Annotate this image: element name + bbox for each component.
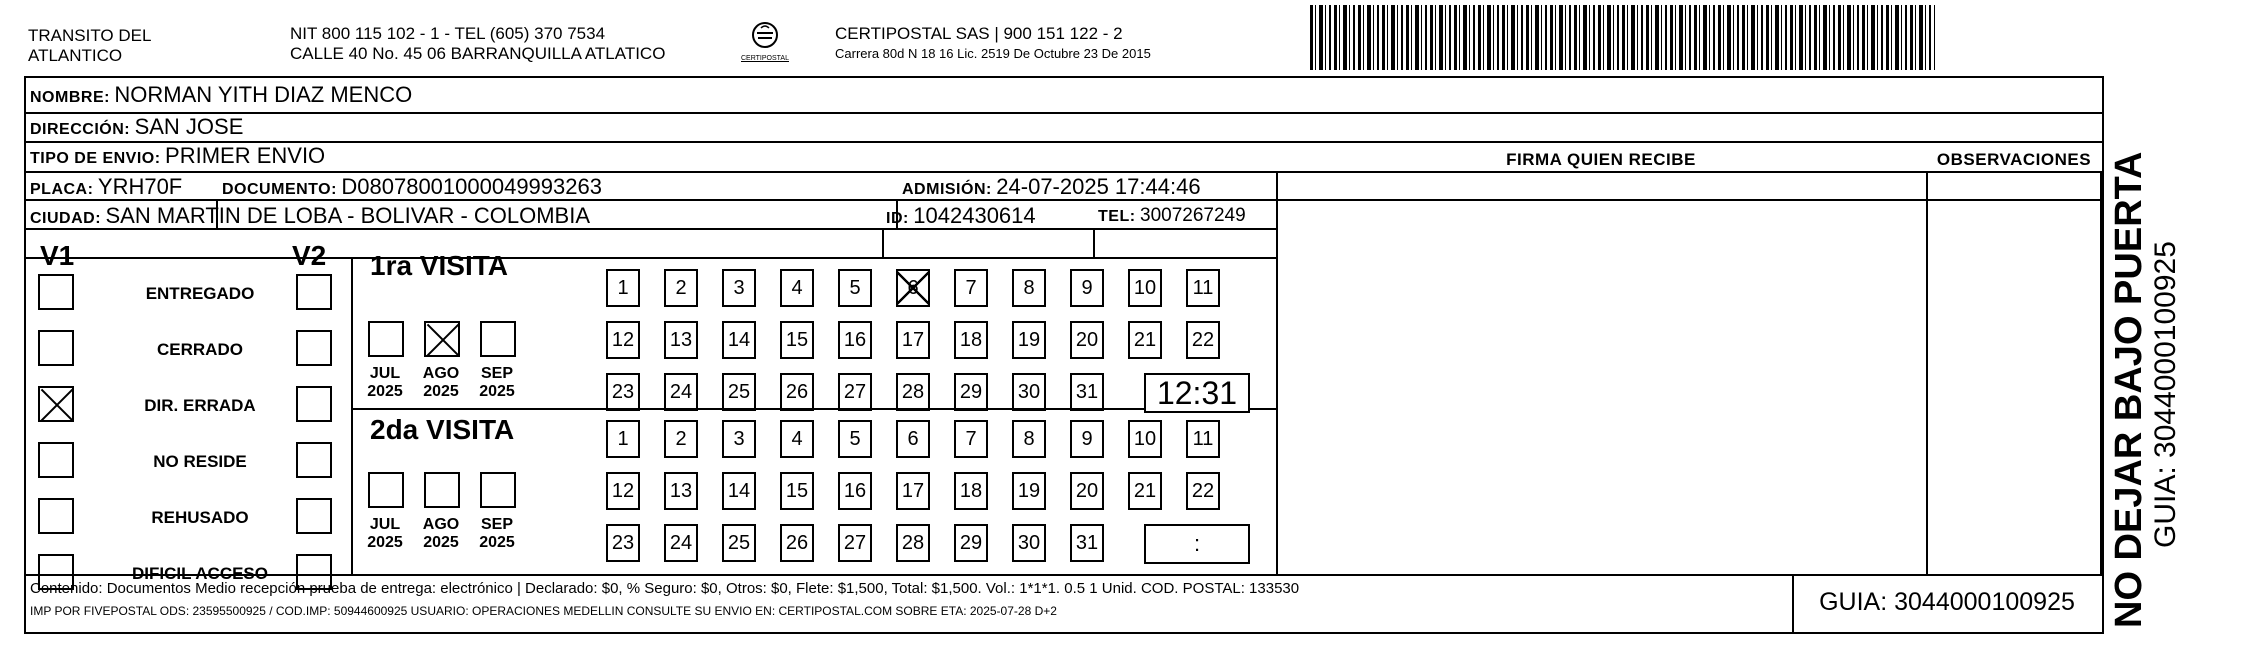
footer-guia: GUIA: 3044000100925 — [1819, 588, 2075, 616]
status-label: REHUSADO — [151, 508, 249, 527]
shipping-form — [24, 76, 2104, 634]
admision-row: ADMISIÓN: 24-07-2025 17:44:46 — [902, 174, 1201, 199]
side-guia: GUIA: 3044000100925 — [2149, 241, 2182, 548]
day-box[interactable]: 4 — [780, 420, 814, 458]
day-box[interactable]: 10 — [1128, 420, 1162, 458]
day-box[interactable]: 26 — [780, 373, 814, 411]
ciudad-value: SAN MARTIN DE LOBA - BOLIVAR - COLOMBIA — [105, 203, 591, 228]
day-box[interactable]: 27 — [838, 373, 872, 411]
direccion-value: SAN JOSE — [134, 114, 244, 139]
day-box[interactable]: 18 — [954, 321, 988, 359]
v1-checkbox[interactable] — [38, 498, 74, 534]
documento-row: DOCUMENTO: D08078001000049993263 — [222, 174, 602, 199]
year-label: 2025 — [423, 383, 459, 400]
day-box[interactable]: 18 — [954, 472, 988, 510]
day-box[interactable]: 19 — [1012, 472, 1046, 510]
month-label: AGO — [422, 516, 460, 533]
ciudad-row: CIUDAD: SAN MARTIN DE LOBA - BOLIVAR - COLOMBIA — [30, 203, 591, 228]
day-box[interactable]: 1 — [606, 420, 640, 458]
month-label: JUL — [369, 365, 401, 382]
v1-checkbox[interactable] — [38, 386, 74, 422]
day-box[interactable]: 22 — [1186, 472, 1220, 510]
day-box[interactable]: 16 — [838, 472, 872, 510]
footer-imp: IMP POR FIVEPOSTAL ODS: 23595500925 / COD.IMP: 50944600925 USUARIO: OPERACIONES MEDELLIN CONSULTE SU ENVIO EN: CERTIPOSTAL.COM SOBRE ETA: 2025-07-28 D+2 — [30, 604, 1057, 618]
status-label: DIFICIL ACCESO — [131, 564, 268, 583]
day-box[interactable]: 25 — [722, 373, 756, 411]
day-box[interactable]: 24 — [664, 373, 698, 411]
day-box[interactable]: 13 — [664, 321, 698, 359]
time-box[interactable]: 12:31 — [1144, 373, 1250, 413]
day-box[interactable]: 4 — [780, 269, 814, 307]
v1-checkbox[interactable] — [38, 442, 74, 478]
day-box[interactable]: 8 — [1012, 269, 1046, 307]
day-box[interactable]: 17 — [896, 472, 930, 510]
day-box[interactable]: 31 — [1070, 524, 1104, 562]
day-box[interactable]: 23 — [606, 373, 640, 411]
day-box[interactable]: 7 — [954, 420, 988, 458]
documento-value: D08078001000049993263 — [341, 174, 602, 199]
visit1-title: 1ra VISITA — [370, 250, 508, 281]
year-label: 2025 — [367, 383, 403, 400]
day-box[interactable]: 16 — [838, 321, 872, 359]
nombre-value: NORMAN YITH DIAZ MENCO — [114, 82, 413, 107]
side-text — [2108, 68, 2182, 628]
month-checkbox[interactable] — [480, 321, 516, 357]
v2-checkbox[interactable] — [296, 330, 332, 366]
company-info: NIT 800 115 102 - 1 - TEL (605) 370 7534 CALLE 40 No. 45 06 BARRANQUILLA ATLATICO — [290, 24, 666, 63]
id-value: 1042430614 — [913, 203, 1036, 228]
day-box[interactable]: 9 — [1070, 269, 1104, 307]
firma-header: FIRMA QUIEN RECIBE — [1506, 150, 1696, 169]
direccion-row: DIRECCIÓN: SAN JOSE — [30, 114, 244, 139]
day-box[interactable]: 6 — [896, 420, 930, 458]
nombre-row: NOMBRE: NORMAN YITH DIAZ MENCO — [30, 82, 413, 107]
v1-header: V1 — [40, 240, 75, 271]
tel-row: TEL: 3007267249 — [1098, 205, 1246, 226]
day-box[interactable]: 28 — [896, 373, 930, 411]
logo-icon — [749, 20, 781, 50]
day-box[interactable]: 3 — [722, 269, 756, 307]
day-box[interactable]: 14 — [722, 472, 756, 510]
month-checkbox[interactable] — [424, 472, 460, 508]
day-box[interactable]: 6 — [896, 269, 930, 307]
v2-checkbox[interactable] — [296, 274, 332, 310]
v2-checkbox[interactable] — [296, 498, 332, 534]
day-box[interactable]: 31 — [1070, 373, 1104, 411]
no-dejar-text: NO DEJAR BAJO PUERTA — [2108, 151, 2150, 628]
day-box[interactable]: 21 — [1128, 472, 1162, 510]
day-box[interactable]: 17 — [896, 321, 930, 359]
day-box[interactable]: 12 — [606, 472, 640, 510]
status-label: NO RESIDE — [153, 452, 247, 471]
month-checkbox[interactable] — [480, 472, 516, 508]
day-box[interactable]: 22 — [1186, 321, 1220, 359]
day-box[interactable]: 30 — [1012, 373, 1046, 411]
month-label: JUL — [369, 516, 401, 533]
day-box[interactable]: 7 — [954, 269, 988, 307]
status-label: DIR. ERRADA — [144, 396, 256, 415]
month-checkbox[interactable] — [424, 321, 460, 357]
day-box[interactable]: 19 — [1012, 321, 1046, 359]
day-box[interactable]: 14 — [722, 321, 756, 359]
certipostal-info: CERTIPOSTAL SAS | 900 151 122 - 2 Carrera 80d N 18 16 Lic. 2519 De Octubre 23 De 2015 — [835, 24, 1151, 61]
day-box[interactable]: 2 — [664, 269, 698, 307]
day-box[interactable]: 15 — [780, 321, 814, 359]
year-label: 2025 — [479, 383, 515, 400]
day-box[interactable]: 13 — [664, 472, 698, 510]
observaciones-header: OBSERVACIONES — [1936, 150, 2092, 169]
id-row: ID: 1042430614 — [886, 203, 1036, 228]
year-label: 2025 — [423, 534, 459, 551]
v2-checkbox[interactable] — [296, 442, 332, 478]
tipo-envio-value: PRIMER ENVIO — [165, 143, 326, 168]
v1-checkbox[interactable] — [38, 330, 74, 366]
tel-value: 3007267249 — [1140, 205, 1246, 226]
day-box[interactable]: 30 — [1012, 524, 1046, 562]
month-checkbox[interactable] — [368, 472, 404, 508]
year-label: 2025 — [367, 534, 403, 551]
placa-value: YRH70F — [97, 174, 183, 199]
v2-checkbox[interactable] — [296, 386, 332, 422]
day-box[interactable]: 2 — [664, 420, 698, 458]
time-box[interactable]: : — [1144, 524, 1250, 564]
day-box[interactable]: 5 — [838, 420, 872, 458]
certipostal-logo: CERTIPOSTAL — [736, 20, 794, 62]
day-box[interactable]: 11 — [1186, 269, 1220, 307]
month-label: SEP — [480, 516, 513, 533]
day-box[interactable]: 29 — [954, 524, 988, 562]
month-label: AGO — [422, 365, 460, 382]
day-box[interactable]: 5 — [838, 269, 872, 307]
year-label: 2025 — [479, 534, 515, 551]
day-box[interactable]: 15 — [780, 472, 814, 510]
day-box[interactable]: 1 — [606, 269, 640, 307]
day-box[interactable]: 20 — [1070, 321, 1104, 359]
day-box[interactable]: 23 — [606, 524, 640, 562]
v1-checkbox[interactable] — [38, 274, 74, 310]
day-box[interactable]: 12 — [606, 321, 640, 359]
day-box[interactable]: 25 — [722, 524, 756, 562]
day-box[interactable]: 28 — [896, 524, 930, 562]
tipo-envio-row: TIPO DE ENVIO: PRIMER ENVIO — [30, 143, 326, 168]
day-box[interactable]: 21 — [1128, 321, 1162, 359]
day-box[interactable]: 3 — [722, 420, 756, 458]
day-box[interactable]: 27 — [838, 524, 872, 562]
barcode — [1310, 5, 1935, 70]
day-box[interactable]: 24 — [664, 524, 698, 562]
admision-value: 24-07-2025 17:44:46 — [996, 174, 1201, 199]
placa-row: PLACA: YRH70F — [30, 174, 183, 199]
status-label: ENTREGADO — [145, 284, 255, 303]
day-box[interactable]: 29 — [954, 373, 988, 411]
day-box[interactable]: 11 — [1186, 420, 1220, 458]
day-box[interactable]: 8 — [1012, 420, 1046, 458]
day-box[interactable]: 26 — [780, 524, 814, 562]
day-box[interactable]: 9 — [1070, 420, 1104, 458]
month-label: SEP — [480, 365, 513, 382]
status-label: CERRADO — [157, 340, 243, 359]
day-box[interactable]: 20 — [1070, 472, 1104, 510]
month-checkbox[interactable] — [368, 321, 404, 357]
company-name: TRANSITO DEL ATLANTICO — [28, 26, 152, 65]
v2-header: V2 — [292, 240, 327, 271]
day-box[interactable]: 10 — [1128, 269, 1162, 307]
visit2-title: 2da VISITA — [370, 414, 515, 445]
footer-contenido: Contenido: Documentos Medio recepción prueba de entrega: electrónico | Declarado: $0, % Seguro: $0, Otros: $0, Flete: $1,500, Total: $1,500. Vol.: 1*1*1. 0.5 1 Unid. COD. POSTAL: 133530 — [30, 580, 1300, 597]
